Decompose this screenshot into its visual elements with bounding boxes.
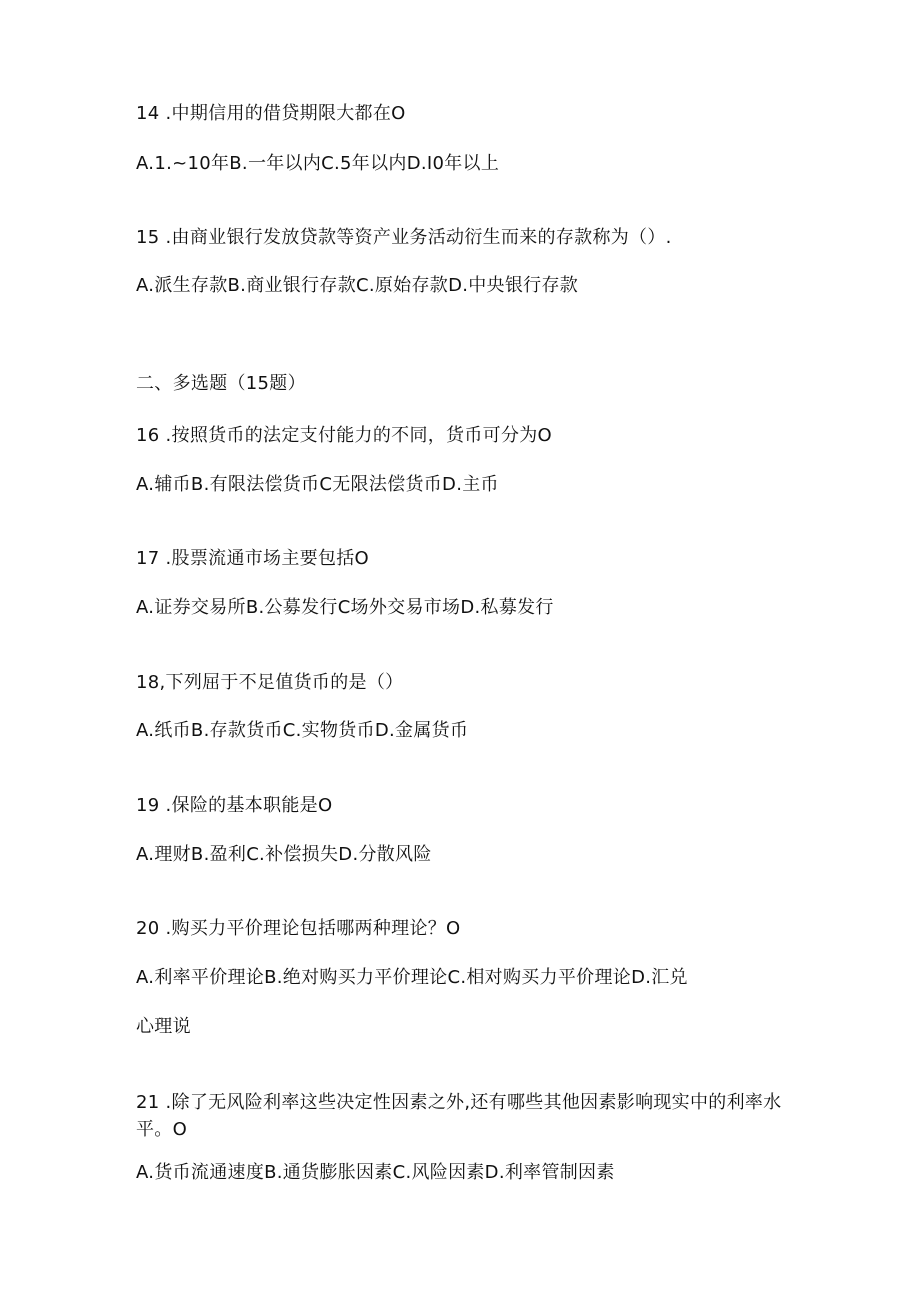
question-18-stem: 18,下列屈于不足值货币的是（） [136,672,404,693]
question-18-options: A.纸币B.存款货币C.实物货币D.金属货币 [136,720,469,741]
question-14-stem: 14 .中期信用的借贷期限大都在O [136,103,406,124]
question-17-stem: 17 .股票流通市场主要包括O [136,548,370,569]
question-16-stem: 16 .按照货币的法定支付能力的不同，货币可分为O [136,425,553,446]
question-15-options: A.派生存款B.商业银行存款C.原始存款D.中央银行存款 [136,275,579,296]
question-19-stem: 19 .保险的基本职能是O [136,795,333,816]
question-17-options: A.证券交易所B.公募发行C场外交易市场D.私募发行 [136,597,554,618]
question-21-options: A.货币流通速度B.通货膨胀因素C.风险因素D.利率管制因素 [136,1162,615,1183]
section-title: 二、多选题（15题） [136,373,306,394]
question-19-options: A.理财B.盈利C.补偿损失D.分散风险 [136,844,432,865]
question-20-stem: 20 .购买力平价理论包括哪两种理论？O [136,918,461,939]
question-20-options-line-2: 心理说 [136,1016,191,1037]
question-20-options-line-1: A.利率平价理论B.绝对购买力平价理论C.相对购买力平价理论D.汇兑 [136,967,688,988]
question-14-options: A.1.~10年B.一年以内C.5年以内D.I0年以上 [136,153,500,174]
question-16-options: A.辅币B.有限法偿货币C无限法偿货币D.主币 [136,474,499,495]
question-15-stem: 15 .由商业银行发放贷款等资产业务活动衍生而来的存款称为（）. [136,227,672,248]
question-21-stem: 21 .除了无风险利率这些决定性因素之外,还有哪些其他因素影响现实中的利率水平。O [136,1092,782,1140]
